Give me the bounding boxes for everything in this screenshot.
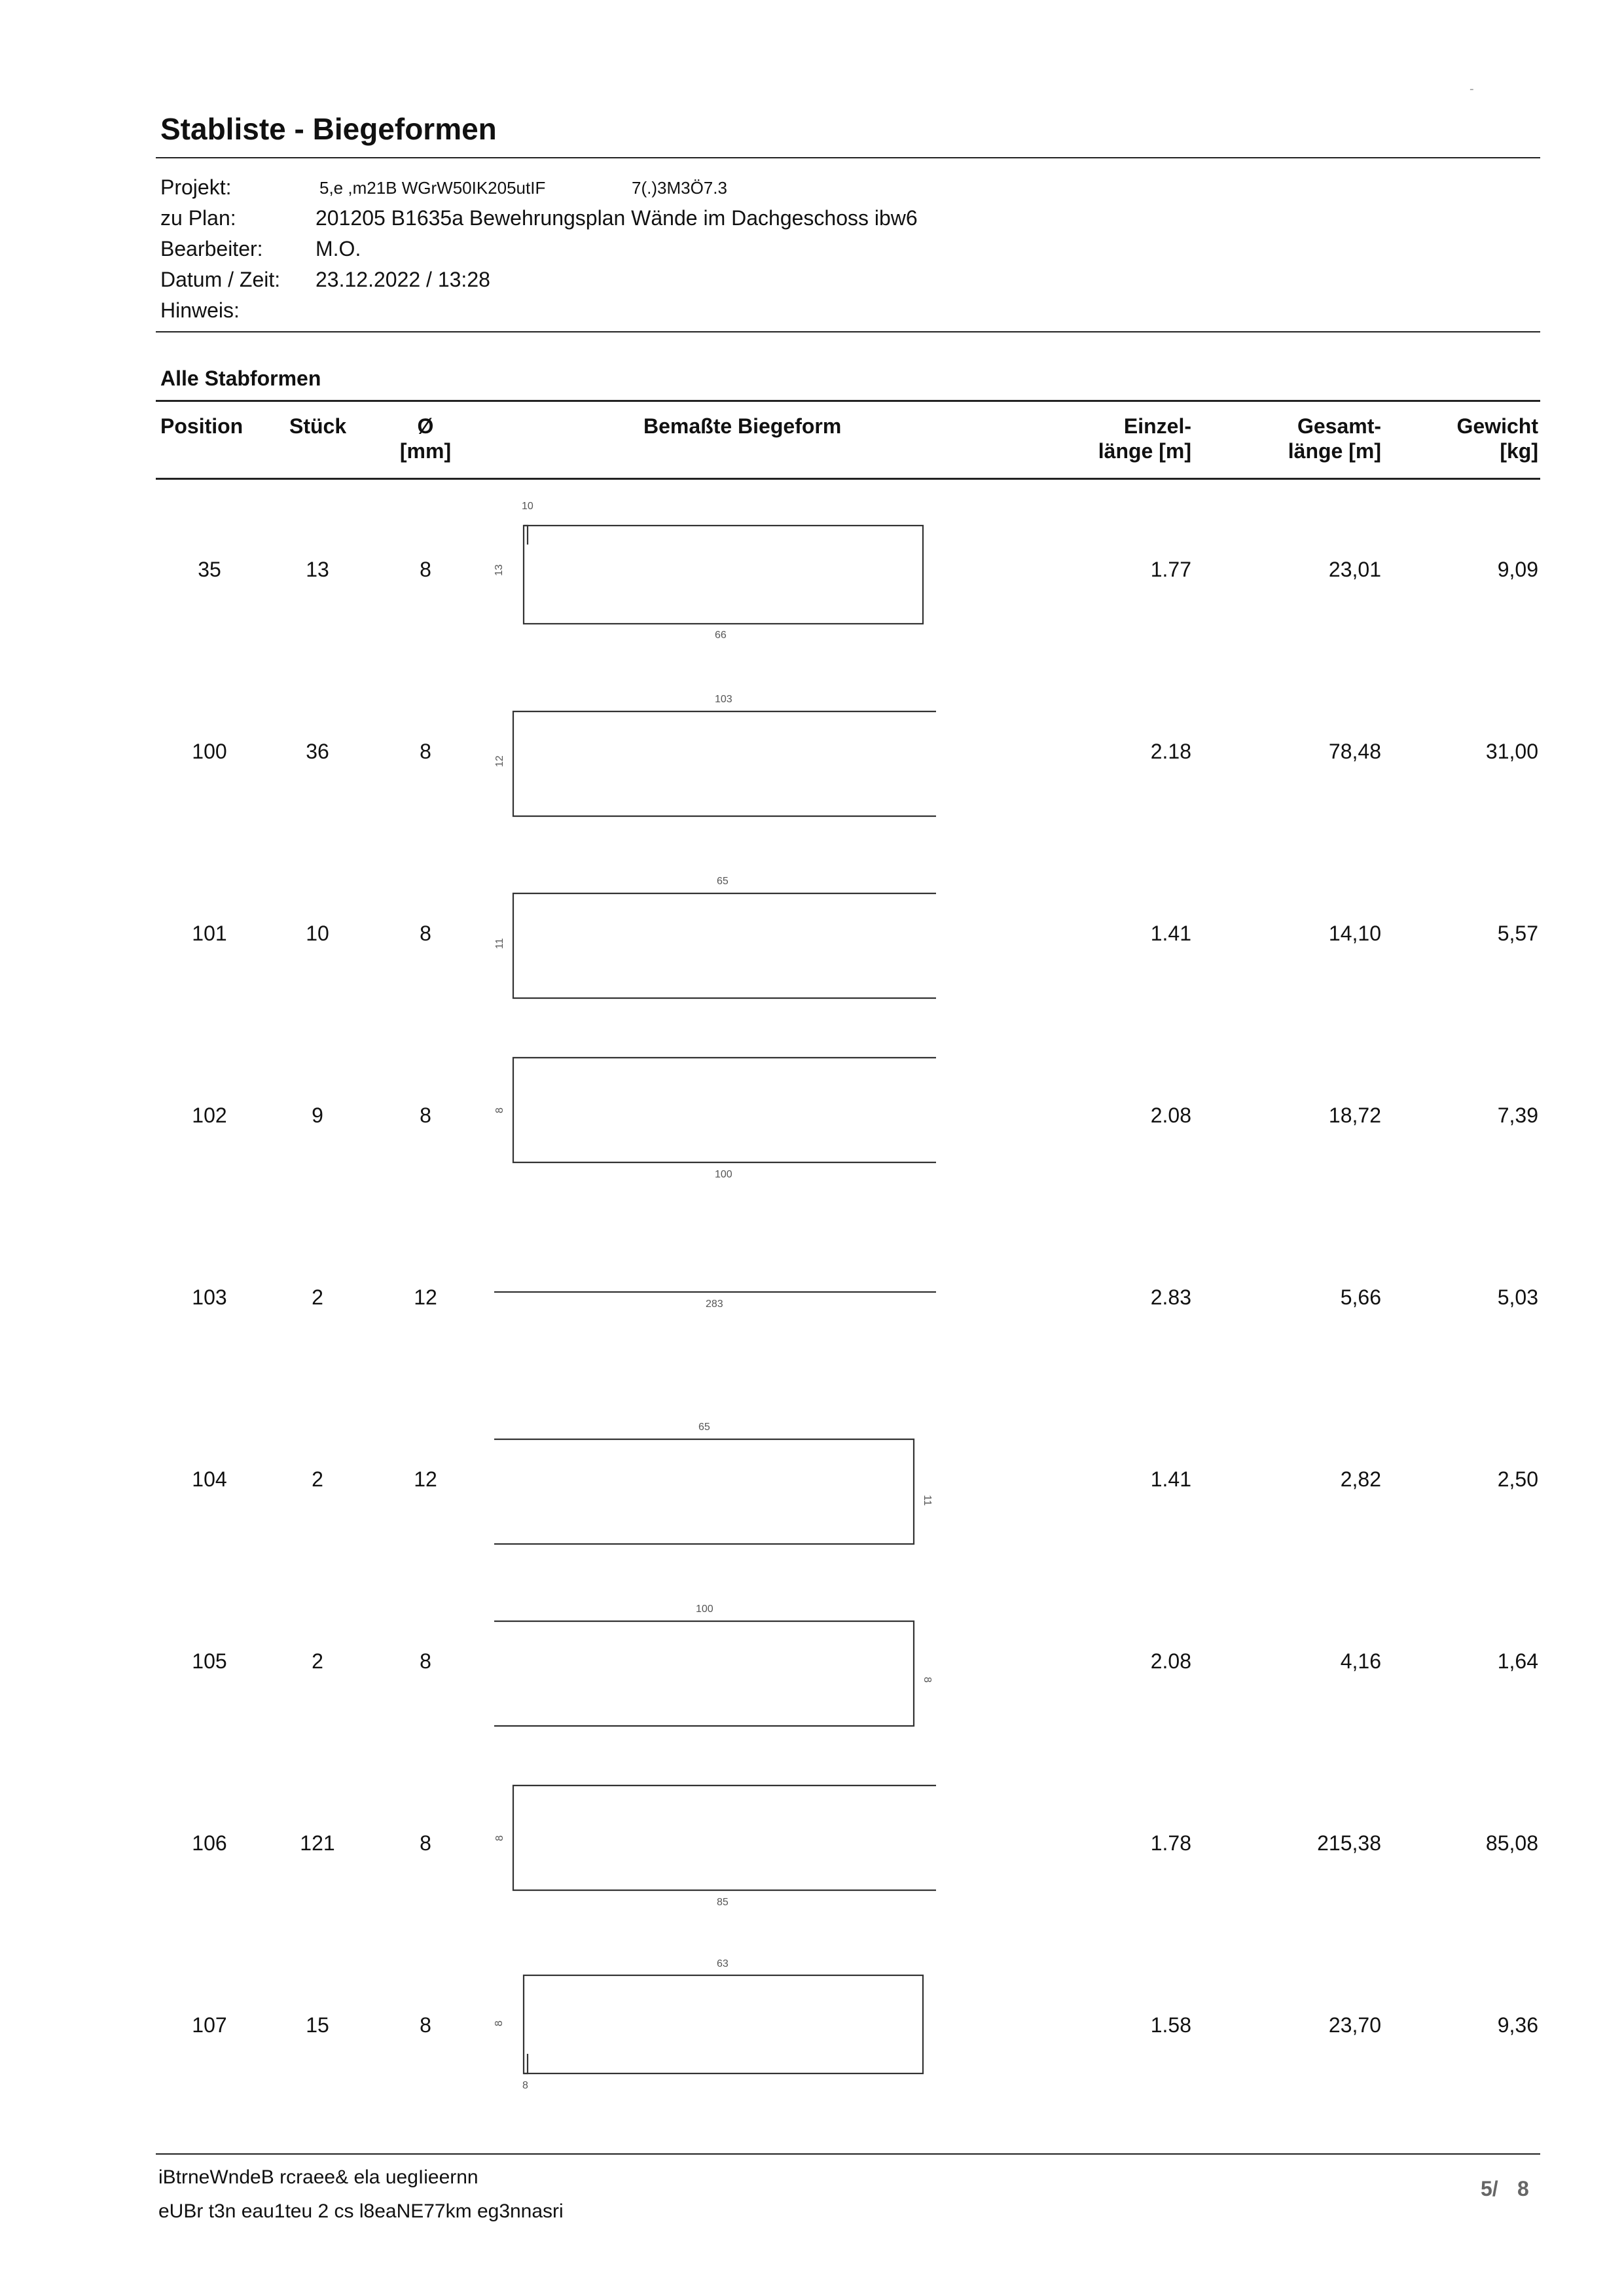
dim-bottom: 100 — [715, 1169, 732, 1180]
page-number-total: 8 — [1517, 2177, 1529, 2200]
dim-bottom: 8 — [522, 2080, 528, 2091]
cell-einzel: 2.18 — [1150, 740, 1191, 763]
dim-left: 8 — [494, 2020, 505, 2026]
cell-einzel: 1.77 — [1150, 558, 1191, 581]
cell-position: 102 — [192, 1103, 227, 1127]
dim-right: 11 — [922, 1495, 933, 1506]
cell-stueck: 9 — [312, 1103, 323, 1127]
cell-gewicht: 1,64 — [1497, 1649, 1538, 1673]
cell-einzel: 1.58 — [1150, 2013, 1191, 2037]
corner-mark: - — [1470, 82, 1474, 96]
bending-shape-u-open-right — [484, 1045, 943, 1202]
cell-gesamt: 215,38 — [1317, 1831, 1381, 1855]
cell-gesamt: 4,16 — [1340, 1649, 1381, 1673]
dim-top: 65 — [698, 1422, 710, 1433]
meta-divider — [156, 331, 1540, 332]
cell-einzel: 1.41 — [1150, 922, 1191, 945]
col-header-diameter — [393, 414, 458, 463]
cell-diameter: 12 — [414, 1467, 437, 1491]
dim-left: 12 — [494, 755, 505, 767]
page-title: Stabliste - Biegeformen — [160, 112, 497, 146]
bending-shape-u-open-left — [484, 1408, 943, 1566]
cell-gewicht: 5,03 — [1497, 1285, 1538, 1309]
datum-value: 23.12.2022 / 13:28 — [316, 268, 490, 291]
cell-einzel: 1.78 — [1150, 1831, 1191, 1855]
cell-gewicht: 2,50 — [1497, 1467, 1538, 1491]
cell-gesamt: 23,01 — [1328, 558, 1381, 581]
cell-gewicht: 85,08 — [1485, 1831, 1538, 1855]
dim-top: 65 — [717, 876, 729, 887]
dim-left: 8 — [494, 1835, 505, 1841]
footer-line-2: eUBr t3n eau1teu 2 cs l8eaNE77km eg3nnasri — [158, 2200, 564, 2222]
cell-gesamt: 23,70 — [1328, 2013, 1381, 2037]
dim-left: 13 — [494, 564, 505, 576]
bending-shape-straight-bar — [484, 1227, 943, 1384]
cell-gesamt: 2,82 — [1340, 1467, 1381, 1491]
col-header-einzel-2: länge [m] — [1098, 439, 1191, 463]
projekt-value-a: 5,e ,m21B WGrW50IK205utIF — [319, 178, 546, 198]
cell-stueck: 15 — [306, 2013, 329, 2037]
cell-position: 105 — [192, 1649, 227, 1673]
col-header-diameter-symbol: Ø — [417, 414, 434, 438]
title-divider — [156, 157, 1540, 158]
projekt-label: Projekt: — [160, 175, 232, 199]
cell-einzel: 2.83 — [1150, 1285, 1191, 1309]
dim-top: 103 — [715, 694, 732, 705]
cell-stueck: 2 — [312, 1285, 323, 1309]
col-header-einzel-1: Einzel- — [1123, 414, 1191, 438]
dim-bottom: 283 — [706, 1299, 723, 1310]
dim-right: 8 — [922, 1677, 933, 1683]
footer-divider — [156, 2153, 1540, 2155]
cell-stueck: 2 — [312, 1649, 323, 1673]
col-header-stueck: Stück — [289, 414, 347, 438]
dim-left: 11 — [494, 938, 505, 949]
cell-diameter: 8 — [420, 740, 431, 763]
hinweis-label: Hinweis: — [160, 298, 240, 322]
col-header-einzel — [1034, 414, 1191, 463]
table-top-rule — [156, 400, 1540, 402]
cell-position: 101 — [192, 922, 227, 945]
cell-position: 35 — [198, 558, 221, 581]
bending-shape-u-open-right — [484, 863, 943, 1020]
dim-left: 8 — [494, 1107, 505, 1113]
cell-position: 106 — [192, 1831, 227, 1855]
bending-shape-closed-stirrup — [484, 1954, 943, 2111]
cell-einzel: 2.08 — [1150, 1649, 1191, 1673]
cell-position: 103 — [192, 1285, 227, 1309]
bearbeiter-value: M.O. — [316, 237, 361, 260]
cell-diameter: 8 — [420, 922, 431, 945]
dim-top: 100 — [696, 1604, 713, 1615]
cell-stueck: 13 — [306, 558, 329, 581]
col-header-gesamt — [1224, 414, 1381, 463]
cell-gesamt: 78,48 — [1328, 740, 1381, 763]
cell-gewicht: 31,00 — [1485, 740, 1538, 763]
col-header-gewicht — [1381, 414, 1538, 463]
cell-position: 100 — [192, 740, 227, 763]
section-title: Alle Stabformen — [160, 367, 321, 390]
cell-gewicht: 9,36 — [1497, 2013, 1538, 2037]
cell-einzel: 2.08 — [1150, 1103, 1191, 1127]
cell-diameter: 8 — [420, 1649, 431, 1673]
cell-diameter: 8 — [420, 1103, 431, 1127]
bending-shape-u-open-right — [484, 681, 943, 838]
bending-shape-u-open-right — [484, 1772, 943, 1929]
cell-stueck: 121 — [300, 1831, 335, 1855]
cell-stueck: 10 — [306, 922, 329, 945]
cell-position: 104 — [192, 1467, 227, 1491]
cell-gewicht: 9,09 — [1497, 558, 1538, 581]
plan-value: 201205 B1635a Bewehrungsplan Wände im Dachgeschoss ibw6 — [316, 206, 918, 230]
col-header-gewicht-2: [kg] — [1500, 439, 1538, 463]
col-header-diameter-unit: [mm] — [399, 439, 452, 463]
dim-top: 63 — [717, 1958, 729, 1969]
dim-bottom: 85 — [717, 1897, 729, 1908]
table-header-rule — [156, 478, 1540, 480]
plan-label: zu Plan: — [160, 206, 236, 230]
bending-shape-closed-stirrup — [484, 497, 943, 655]
datum-label: Datum / Zeit: — [160, 268, 281, 291]
cell-gesamt: 14,10 — [1328, 922, 1381, 945]
page-number-current: 5/ — [1481, 2177, 1498, 2200]
col-header-gesamt-1: Gesamt- — [1297, 414, 1381, 438]
cell-gewicht: 5,57 — [1497, 922, 1538, 945]
cell-gesamt: 18,72 — [1328, 1103, 1381, 1127]
cell-diameter: 12 — [414, 1285, 437, 1309]
col-header-position: Position — [160, 414, 244, 438]
cell-diameter: 8 — [420, 2013, 431, 2037]
dim-top: 10 — [522, 501, 533, 512]
col-header-form: Bemaßte Biegeform — [643, 414, 842, 438]
col-header-gesamt-2: länge [m] — [1288, 439, 1381, 463]
bearbeiter-label: Bearbeiter: — [160, 237, 263, 260]
cell-gewicht: 7,39 — [1497, 1103, 1538, 1127]
cell-gesamt: 5,66 — [1340, 1285, 1381, 1309]
cell-diameter: 8 — [420, 558, 431, 581]
cell-stueck: 2 — [312, 1467, 323, 1491]
cell-einzel: 1.41 — [1150, 1467, 1191, 1491]
bending-shape-u-open-left — [484, 1590, 943, 1748]
footer-line-1: iBtrneWndeB rcraee& ela uegIieernn — [158, 2166, 478, 2188]
cell-position: 107 — [192, 2013, 227, 2037]
col-header-gewicht-1: Gewicht — [1456, 414, 1538, 438]
projekt-value-b: 7(.)3M3Ö7.3 — [632, 178, 727, 198]
cell-diameter: 8 — [420, 1831, 431, 1855]
dim-bottom: 66 — [715, 630, 727, 641]
cell-stueck: 36 — [306, 740, 329, 763]
